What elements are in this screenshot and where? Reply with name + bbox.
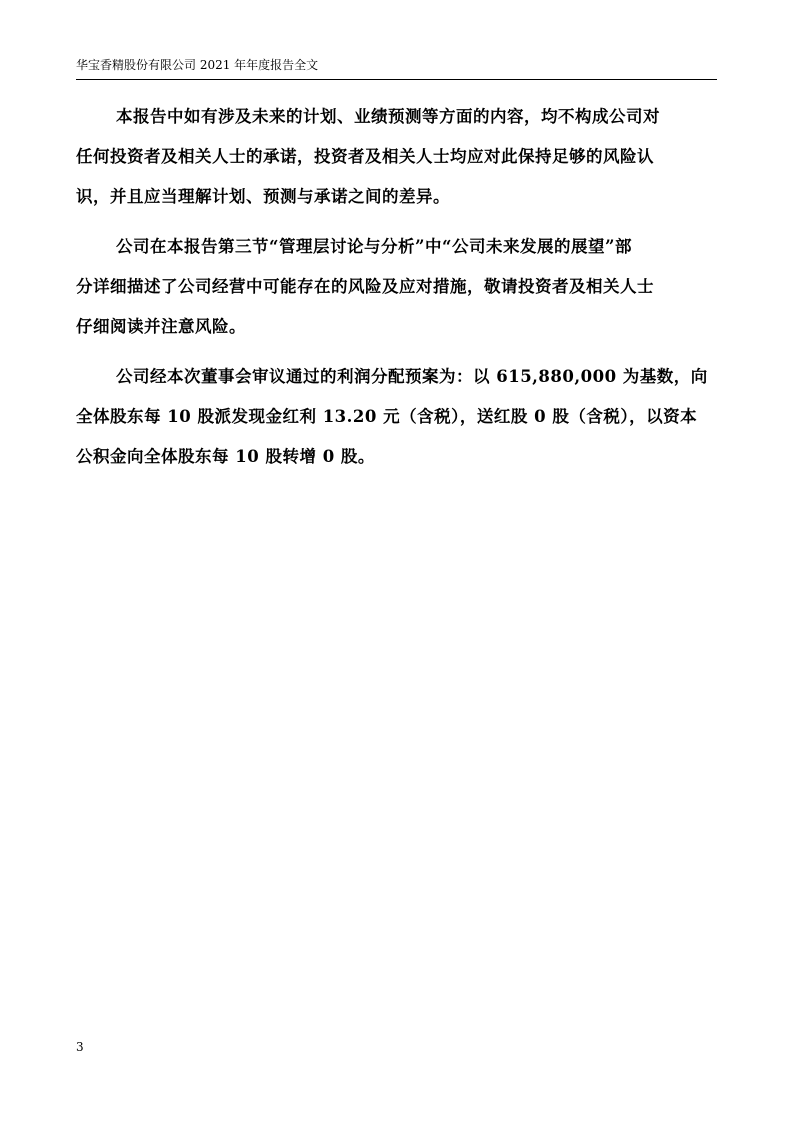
paragraph-line: 分详细描述了公司经营中可能存在的风险及应对措施，敬请投资者及相关人士 [76, 277, 654, 296]
paragraph-forward-looking-disclaimer [76, 97, 717, 217]
paragraph-profit-distribution [76, 357, 717, 477]
page-number: 3 [76, 1040, 84, 1054]
page-header [76, 57, 717, 80]
paragraph-line: 公积金向全体股东每 10 股转增 0 股。 [76, 447, 375, 466]
paragraph-line: 识，并且应当理解计划、预测与承诺之间的差异。 [76, 187, 450, 206]
paragraph-line: 本报告中如有涉及未来的计划、业绩预测等方面的内容，均不构成公司对 [116, 107, 660, 126]
paragraph-risk-reference [76, 227, 717, 347]
paragraph-line: 公司经本次董事会审议通过的利润分配预案为：以 615,880,000 为基数，向 [116, 367, 708, 386]
paragraph-line: 仔细阅读并注意风险。 [76, 317, 246, 336]
paragraph-line: 公司在本报告第三节“管理层讨论与分析”中“公司未来发展的展望”部 [116, 237, 632, 256]
paragraph-line: 全体股东每 10 股派发现金红利 13.20 元（含税），送红股 0 股（含税），以资本 [76, 407, 698, 426]
paragraph-line: 任何投资者及相关人士的承诺，投资者及相关人士均应对此保持足够的风险认 [76, 147, 654, 166]
report-title: 华宝香精股份有限公司 2021 年年度报告全文 [76, 58, 319, 72]
report-body [76, 97, 717, 487]
